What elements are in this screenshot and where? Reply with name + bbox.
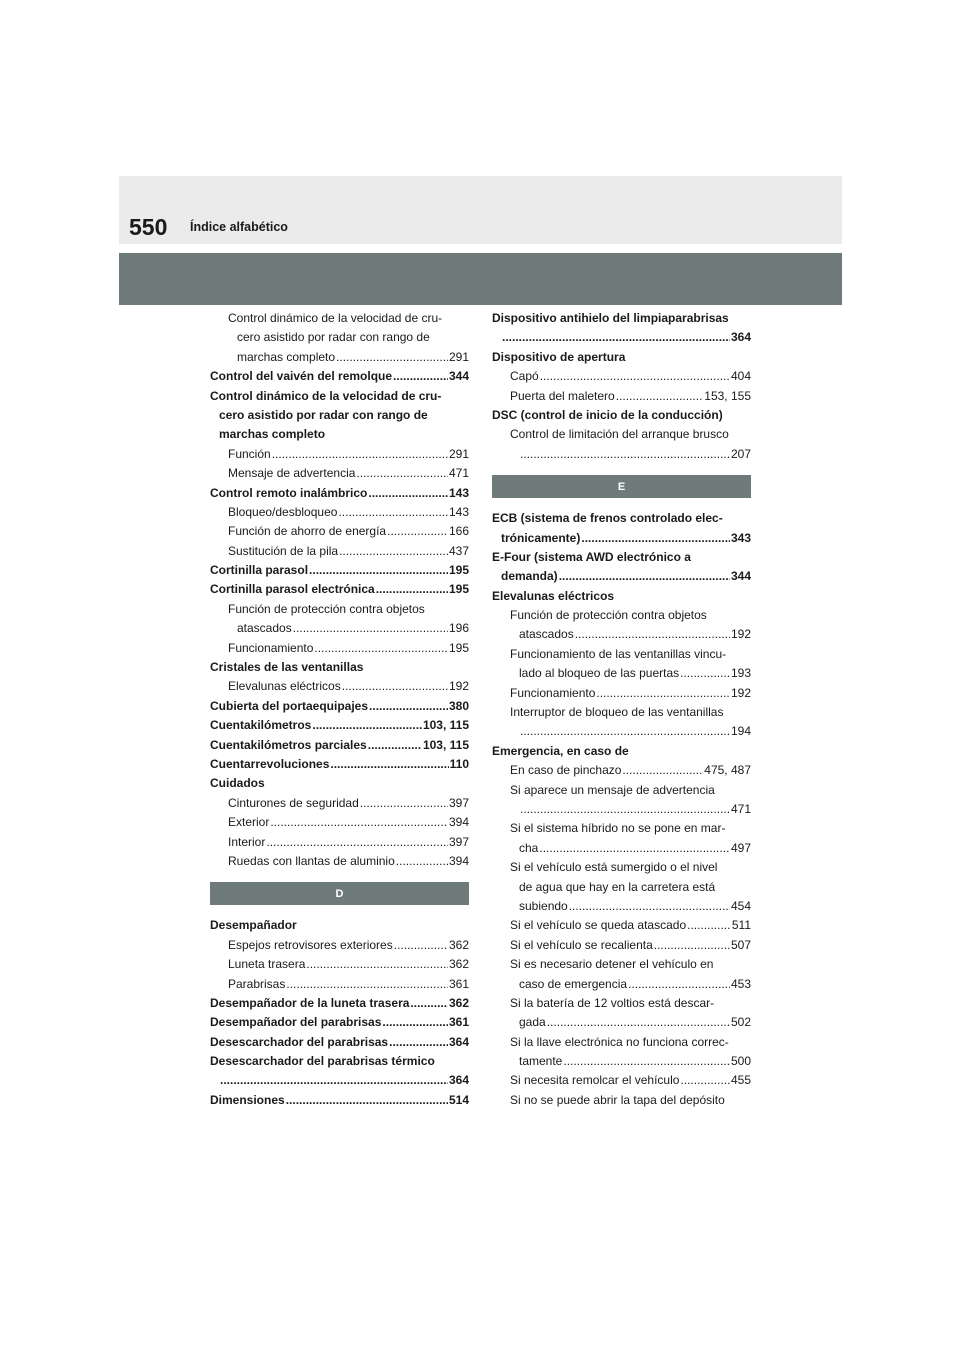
- page-ref: 394: [448, 853, 469, 868]
- page-ref: 364: [448, 1034, 469, 1049]
- page-ref: 291: [448, 446, 469, 461]
- dot-leader: [622, 761, 703, 780]
- page-ref: 502: [730, 1015, 751, 1030]
- entry-text: Función de ahorro de energía: [228, 524, 387, 539]
- entry-text: Si es necesario detener el vehículo en: [510, 957, 714, 972]
- dot-leader: [569, 897, 730, 916]
- dot-leader: [286, 975, 448, 994]
- dot-leader: [539, 839, 730, 858]
- index-entry: [210, 580, 469, 599]
- entry-text: Emergencia, en caso de: [492, 743, 629, 758]
- index-subentry: [492, 722, 751, 741]
- index-subentry: [492, 606, 751, 625]
- index-entry: [492, 529, 751, 548]
- page-ref: 195: [448, 582, 469, 597]
- index-subentry: [492, 425, 751, 444]
- index-entry: [492, 742, 751, 761]
- index-subentry: [492, 703, 751, 722]
- entry-text: Cubierta del portaequipajes: [210, 698, 369, 713]
- index-subentry: [210, 464, 469, 483]
- entry-text: Interruptor de bloqueo de las ventanillas: [510, 705, 724, 720]
- dot-leader: [272, 445, 448, 464]
- entry-text: Desempañador: [210, 918, 297, 933]
- entry-text: Control remoto inalámbrico: [210, 485, 368, 500]
- page-ref: 364: [730, 330, 751, 345]
- dot-leader: [336, 348, 448, 367]
- dot-leader: [338, 503, 448, 522]
- index-subentry: [492, 897, 751, 916]
- entry-text: Si no se puede abrir la tapa del depósito: [510, 1092, 725, 1107]
- page-ref: 192: [730, 685, 751, 700]
- index-subentry: [210, 619, 469, 638]
- page-ref: 437: [448, 543, 469, 558]
- dot-leader: [342, 677, 448, 696]
- entry-text: Sustitución de la pila: [228, 543, 339, 558]
- page-ref: 471: [448, 466, 469, 481]
- entry-text: atascados: [519, 627, 574, 642]
- index-entry: [492, 509, 751, 528]
- index-subentry: [210, 600, 469, 619]
- letter-heading: D: [210, 882, 469, 905]
- page-ref: 194: [730, 724, 751, 739]
- letter-heading: E: [492, 475, 751, 498]
- index-subentry: [492, 645, 751, 664]
- page-ref: 475, 487: [704, 763, 751, 778]
- index-subentry: [492, 1033, 751, 1052]
- section-title: Índice alfabético: [190, 220, 288, 234]
- index-subentry: [210, 677, 469, 696]
- dot-leader: [330, 755, 448, 774]
- dot-leader: [396, 852, 448, 871]
- entry-text: Interior: [228, 834, 266, 849]
- index-entry: [210, 755, 469, 774]
- entry-text: cha: [519, 840, 539, 855]
- index-entry: [210, 994, 469, 1013]
- dot-leader: [410, 994, 448, 1013]
- entry-text: atascados: [237, 621, 292, 636]
- entry-text: Si el sistema híbrido no se pone en mar-: [510, 821, 726, 836]
- index-entry: [492, 406, 751, 425]
- entry-text: Dispositivo antihielo del limpiaparabrisas: [492, 311, 729, 325]
- page-ref: 455: [730, 1073, 751, 1088]
- page-ref: 143: [448, 485, 469, 500]
- entry-text: Función: [228, 446, 271, 461]
- index-column-left: [210, 309, 469, 1110]
- entry-text: Si el vehículo se recalienta: [510, 937, 653, 952]
- entry-text: Ruedas con llantas de aluminio: [228, 853, 395, 868]
- index-subentry: [492, 819, 751, 838]
- entry-text: Exterior: [228, 815, 270, 830]
- index-entry: [210, 387, 469, 406]
- index-subentry: [492, 936, 751, 955]
- entry-text: Función de protección contra objetos: [228, 601, 425, 616]
- page-ref: 196: [448, 621, 469, 636]
- dot-leader: [360, 794, 448, 813]
- index-subentry: [210, 445, 469, 464]
- page-ref: 110: [449, 756, 469, 771]
- entry-text: Puerta del maletero: [510, 388, 615, 403]
- entry-text: Bloqueo/desbloqueo: [228, 504, 338, 519]
- entry-text: Cuentarrevoluciones: [210, 756, 330, 771]
- dot-leader: [293, 619, 448, 638]
- page-ref: 195: [448, 563, 469, 578]
- index-entry: [210, 774, 469, 793]
- index-entry: [210, 484, 469, 503]
- index-subentry: [492, 955, 751, 974]
- page-ref: 343: [730, 530, 751, 545]
- page-ref: 511: [731, 918, 751, 933]
- entry-text: Si el vehículo se queda atascado: [510, 918, 687, 933]
- index-subentry: [210, 975, 469, 994]
- page-ref: 361: [448, 976, 469, 991]
- index-subentry: [210, 542, 469, 561]
- entry-text: Si aparece un mensaje de advertencia: [510, 782, 715, 797]
- dot-leader: [575, 625, 730, 644]
- index-subentry: [210, 852, 469, 871]
- dot-leader: [393, 367, 448, 386]
- entry-text: Cuidados: [210, 776, 265, 791]
- dot-leader: [266, 833, 448, 852]
- entry-text: gada: [519, 1015, 546, 1030]
- dot-leader: [387, 522, 448, 541]
- page-ref: 404: [730, 369, 751, 384]
- dot-leader: [309, 561, 448, 580]
- index-entry: [210, 697, 469, 716]
- dot-leader: [628, 975, 730, 994]
- index-subentry: [492, 839, 751, 858]
- index-subentry: [492, 625, 751, 644]
- index-subentry: [210, 936, 469, 955]
- index-entry: [210, 1071, 469, 1090]
- entry-text: ECB (sistema de frenos controlado elec-: [492, 511, 723, 526]
- entry-text: Parabrisas: [228, 976, 286, 991]
- index-entry: [210, 658, 469, 677]
- page-ref: 192: [448, 679, 469, 694]
- entry-text: Cristales de las ventanillas: [210, 660, 364, 675]
- index-subentry: [210, 833, 469, 852]
- entry-text: Dimensiones: [210, 1092, 285, 1107]
- entry-text: subiendo: [519, 898, 568, 913]
- index-entry: [492, 309, 751, 328]
- page-ref: 507: [730, 937, 751, 952]
- dot-leader: [286, 1091, 448, 1110]
- dot-leader: [563, 1052, 730, 1071]
- page-ref: 362: [448, 937, 469, 952]
- index-entry: [210, 916, 469, 935]
- index-entry: [492, 328, 751, 347]
- page-ref: 497: [730, 840, 751, 855]
- entry-text: Si necesita remolcar el vehículo: [510, 1073, 680, 1088]
- page-ref: 454: [730, 898, 751, 913]
- dot-leader: [394, 936, 448, 955]
- dot-leader: [581, 529, 730, 548]
- index-subentry: [492, 781, 751, 800]
- index-entry: [492, 548, 751, 567]
- entry-text: lado al bloqueo de las puertas: [519, 666, 680, 681]
- index-subentry: [492, 800, 751, 819]
- entry-text: Funcionamiento de las ventanillas vincu-: [510, 646, 727, 661]
- page-ref: 361: [448, 1015, 469, 1030]
- entry-text: Funcionamiento: [228, 640, 314, 655]
- index-entry: [210, 561, 469, 580]
- index-subentry: [492, 1052, 751, 1071]
- index-subentry: [492, 1013, 751, 1032]
- dot-leader: [220, 1071, 448, 1090]
- entry-text: de agua que hay en la carretera está: [519, 879, 716, 894]
- entry-text: marchas completo: [237, 349, 336, 364]
- index-entry: [210, 1091, 469, 1110]
- entry-text: Mensaje de advertencia: [228, 466, 356, 481]
- index-subentry: [492, 858, 751, 877]
- index-entry: [210, 1052, 469, 1071]
- index-subentry: [492, 684, 751, 703]
- page-ref: 453: [730, 976, 751, 991]
- entry-text: Cinturones de seguridad: [228, 795, 359, 810]
- page-ref: 364: [448, 1073, 469, 1088]
- entry-text: trónicamente): [501, 530, 581, 545]
- page-ref: 471: [730, 801, 751, 816]
- dot-leader: [520, 445, 730, 464]
- index-subentry: [210, 348, 469, 367]
- entry-text: Espejos retrovisores exteriores: [228, 937, 393, 952]
- page-ref: 103, 115: [422, 737, 469, 752]
- dot-leader: [339, 542, 448, 561]
- index-subentry: [492, 994, 751, 1013]
- dot-leader: [270, 813, 448, 832]
- index-subentry: [492, 367, 751, 386]
- entry-text: caso de emergencia: [519, 976, 628, 991]
- dot-leader: [540, 367, 730, 386]
- index-entry: [492, 348, 751, 367]
- entry-text: Control dinámico de la velocidad de cru-: [228, 311, 443, 325]
- page-ref: 380: [448, 698, 469, 713]
- index-column-right: [492, 309, 751, 1110]
- dot-leader: [376, 580, 448, 599]
- dot-leader: [687, 916, 731, 935]
- entry-text: marchas completo: [219, 427, 326, 442]
- index-entry: [210, 716, 469, 735]
- entry-text: Desempañador de la luneta trasera: [210, 995, 410, 1010]
- page-ref: 500: [730, 1054, 751, 1069]
- entry-text: Control del vaivén del remolque: [210, 369, 393, 384]
- dot-leader: [369, 697, 448, 716]
- page-ref: 195: [448, 640, 469, 655]
- entry-text: Cuentakilómetros parciales: [210, 737, 367, 752]
- page-ref: 362: [448, 957, 469, 972]
- entry-text: cero asistido por radar con rango de: [237, 330, 430, 345]
- dot-leader: [356, 464, 448, 483]
- index-entry: [210, 1033, 469, 1052]
- dot-leader: [368, 484, 448, 503]
- dot-leader: [368, 736, 422, 755]
- dot-leader: [680, 664, 730, 683]
- index-subentry: [492, 387, 751, 406]
- entry-text: E-Four (sistema AWD electrónico a: [492, 549, 691, 564]
- entry-text: Desescarchador del parabrisas: [210, 1034, 389, 1049]
- entry-text: Capó: [510, 369, 539, 384]
- index-entry: [210, 1013, 469, 1032]
- entry-text: Si la batería de 12 voltios está descar-: [510, 995, 715, 1010]
- entry-text: Control de limitación del arranque brusco: [510, 427, 729, 442]
- index-entry: [210, 425, 469, 444]
- page-ref: 514: [448, 1092, 469, 1107]
- page-ref: 362: [448, 995, 469, 1010]
- index-entry: [210, 367, 469, 386]
- index-subentry: [210, 955, 469, 974]
- index-subentry: [492, 761, 751, 780]
- index-subentry: [492, 916, 751, 935]
- entry-text: Control dinámico de la velocidad de cru-: [210, 388, 442, 403]
- entry-text: Luneta trasera: [228, 957, 306, 972]
- page-ref: 344: [448, 369, 469, 384]
- entry-text: Si la llave electrónica no funciona correc-: [510, 1034, 729, 1049]
- dark-band: [119, 253, 842, 305]
- index-subentry: [492, 1091, 751, 1110]
- entry-text: DSC (control de inicio de la conducción): [492, 407, 723, 422]
- index-subentry: [210, 794, 469, 813]
- entry-text: Elevalunas eléctricos: [492, 588, 615, 603]
- entry-text: cero asistido por radar con rango de: [219, 407, 428, 422]
- index-entry: [492, 567, 751, 586]
- entry-text: En caso de pinchazo: [510, 763, 622, 778]
- entry-text: Funcionamiento: [510, 685, 596, 700]
- entry-text: Si el vehículo está sumergido o el nivel: [510, 860, 718, 875]
- index-subentry: [492, 1071, 751, 1090]
- entry-text: Cortinilla parasol electrónica: [210, 582, 375, 597]
- index-subentry: [492, 975, 751, 994]
- index-subentry: [492, 445, 751, 464]
- dot-leader: [382, 1013, 448, 1032]
- dot-leader: [559, 567, 730, 586]
- entry-text: demanda): [501, 569, 558, 584]
- page-ref: 193: [730, 666, 751, 681]
- index-subentry: [210, 503, 469, 522]
- index-entry: [492, 587, 751, 606]
- entry-text: Cortinilla parasol: [210, 563, 309, 578]
- index-subentry: [492, 878, 751, 897]
- page-ref: 397: [448, 795, 469, 810]
- dot-leader: [389, 1033, 448, 1052]
- index-subentry: [210, 639, 469, 658]
- page-ref: 394: [448, 815, 469, 830]
- dot-leader: [312, 716, 422, 735]
- index-subentry: [492, 664, 751, 683]
- dot-leader: [616, 387, 704, 406]
- page-number: 550: [129, 214, 168, 240]
- page-ref: 397: [448, 834, 469, 849]
- dot-leader: [680, 1071, 730, 1090]
- page-ref: 143: [448, 504, 469, 519]
- entry-text: Desescarchador del parabrisas térmico: [210, 1054, 435, 1069]
- page-ref: 103, 115: [422, 718, 469, 733]
- index-subentry: [210, 309, 469, 328]
- index-subentry: [210, 813, 469, 832]
- dot-leader: [502, 328, 730, 347]
- page-ref: 166: [448, 524, 469, 539]
- entry-text: Desempañador del parabrisas: [210, 1015, 382, 1030]
- dot-leader: [314, 639, 448, 658]
- index-subentry: [210, 522, 469, 541]
- page-ref: 291: [448, 349, 469, 364]
- dot-leader: [547, 1013, 730, 1032]
- entry-text: Dispositivo de apertura: [492, 349, 626, 364]
- dot-leader: [520, 800, 730, 819]
- page-ref: 192: [730, 627, 751, 642]
- index-entry: [210, 406, 469, 425]
- index-entry: [210, 736, 469, 755]
- dot-leader: [306, 955, 448, 974]
- entry-text: Cuentakilómetros: [210, 718, 312, 733]
- dot-leader: [654, 936, 730, 955]
- entry-text: Elevalunas eléctricos: [228, 679, 341, 694]
- page-ref: 344: [730, 569, 751, 584]
- page-ref: 153, 155: [704, 388, 751, 403]
- page-ref: 207: [730, 446, 751, 461]
- entry-text: tamente: [519, 1054, 563, 1069]
- entry-text: Función de protección contra objetos: [510, 608, 707, 623]
- dot-leader: [596, 684, 730, 703]
- dot-leader: [520, 722, 730, 741]
- index-subentry: [210, 328, 469, 347]
